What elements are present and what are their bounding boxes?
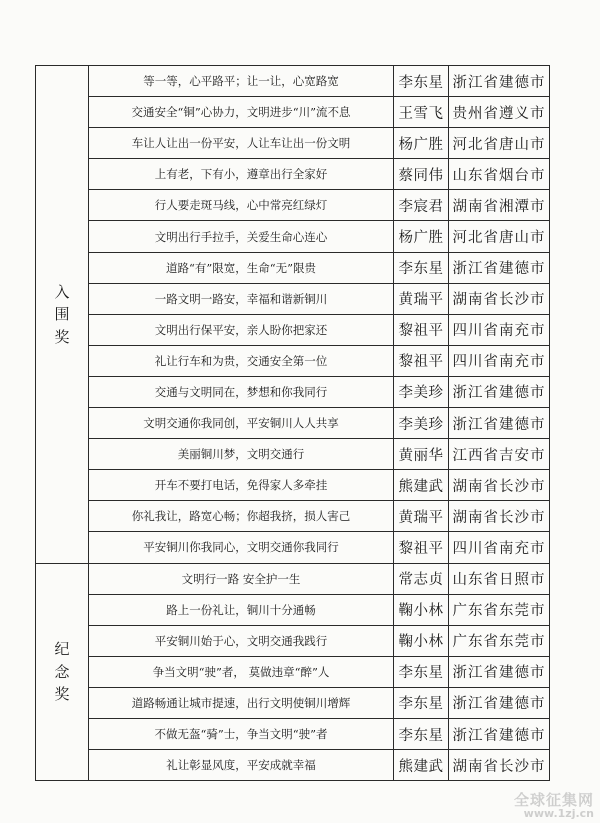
author-name-cell: 黎祖平 (394, 532, 449, 563)
location-cell: 浙江省建德市 (449, 687, 550, 718)
author-name-cell: 李东星 (394, 718, 449, 749)
author-name-cell: 李东星 (394, 252, 449, 283)
table-row (36, 594, 550, 625)
table-row (36, 687, 550, 718)
author-name-cell: 常志贞 (394, 563, 449, 594)
table-row (36, 314, 550, 345)
slogan-cell: 你礼我让，路宽心畅；你超我挤，损人害己 (89, 501, 394, 532)
award-category-cell (36, 563, 89, 781)
location-cell: 山东省烟台市 (449, 159, 550, 190)
table-row (36, 470, 550, 501)
slogan-cell: 一路文明一路安，幸福和谐新铜川 (89, 283, 394, 314)
award-category-label: 入围奖 (54, 282, 70, 346)
location-cell: 浙江省建德市 (449, 252, 550, 283)
author-name-cell: 鞠小林 (394, 625, 449, 656)
slogan-cell: 礼让行车和为贵，交通安全第一位 (89, 345, 394, 376)
location-cell: 湖南省长沙市 (449, 501, 550, 532)
table-row (36, 718, 550, 749)
slogan-cell: 上有老，下有小，遵章出行全家好 (89, 159, 394, 190)
slogan-cell: 文明交通你我同创，平安铜川人人共享 (89, 408, 394, 439)
table-row (36, 190, 550, 221)
author-name-cell: 蔡同伟 (394, 159, 449, 190)
table-row (36, 439, 550, 470)
table-row (36, 221, 550, 252)
location-cell: 四川省南充市 (449, 314, 550, 345)
table-row (36, 159, 550, 190)
author-name-cell: 黎祖平 (394, 345, 449, 376)
author-name-cell: 李美珍 (394, 376, 449, 407)
slogan-cell: 等一等，心平路平；让一让，心宽路宽 (89, 66, 394, 97)
slogan-cell: 道路畅通让城市提速，出行文明使铜川增辉 (89, 687, 394, 718)
slogan-cell: 美丽铜川梦，文明交通行 (89, 439, 394, 470)
location-cell: 湖南省湘潭市 (449, 190, 550, 221)
slogan-cell: 争当文明“驶”者， 莫做违章“醉”人 (89, 656, 394, 687)
table-row (36, 625, 550, 656)
awards-table-body (36, 66, 550, 781)
slogan-cell: 路上一份礼让，铜川十分通畅 (89, 594, 394, 625)
location-cell: 浙江省建德市 (449, 66, 550, 97)
location-cell: 河北省唐山市 (449, 221, 550, 252)
slogan-cell: 礼让彰显风度，平安成就幸福 (89, 750, 394, 781)
location-cell: 广东省东莞市 (449, 625, 550, 656)
author-name-cell: 李东星 (394, 687, 449, 718)
watermark (513, 790, 594, 821)
author-name-cell: 李美珍 (394, 408, 449, 439)
watermark-text: 全球征集网 (513, 790, 594, 809)
location-cell: 广东省东莞市 (449, 594, 550, 625)
table-row (36, 750, 550, 781)
awards-table (35, 65, 550, 781)
location-cell: 湖南省长沙市 (449, 750, 550, 781)
location-cell: 四川省南充市 (449, 532, 550, 563)
location-cell: 湖南省长沙市 (449, 470, 550, 501)
author-name-cell: 杨广胜 (394, 221, 449, 252)
table-row (36, 345, 550, 376)
author-name-cell: 杨广胜 (394, 128, 449, 159)
author-name-cell: 王雪飞 (394, 97, 449, 128)
author-name-cell: 李东星 (394, 656, 449, 687)
location-cell: 浙江省建德市 (449, 718, 550, 749)
location-cell: 山东省日照市 (449, 563, 550, 594)
slogan-cell: 交通安全“铜”心协力，文明进步“川”流不息 (89, 97, 394, 128)
location-cell: 浙江省建德市 (449, 656, 550, 687)
slogan-cell: 车让人让出一份平安，人让车让出一份文明 (89, 128, 394, 159)
author-name-cell: 熊建武 (394, 470, 449, 501)
table-row (36, 97, 550, 128)
slogan-cell: 文明出行保平安，亲人盼你把家还 (89, 314, 394, 345)
location-cell: 浙江省建德市 (449, 376, 550, 407)
slogan-cell: 开车不要打电话，免得家人多牵挂 (89, 470, 394, 501)
slogan-cell: 文明出行手拉手，关爱生命心连心 (89, 221, 394, 252)
author-name-cell: 李东星 (394, 66, 449, 97)
table-row (36, 501, 550, 532)
slogan-cell: 平安铜川始于心，文明交通我践行 (89, 625, 394, 656)
table-row (36, 66, 550, 97)
table-row (36, 283, 550, 314)
table-row (36, 376, 550, 407)
author-name-cell: 鞠小林 (394, 594, 449, 625)
watermark-url: www.1zj.cn (523, 807, 594, 821)
author-name-cell: 李宸君 (394, 190, 449, 221)
table-row (36, 128, 550, 159)
slogan-cell: 文明行一路 安全护一生 (89, 563, 394, 594)
author-name-cell: 熊建武 (394, 750, 449, 781)
author-name-cell: 黄瑞平 (394, 283, 449, 314)
table-row (36, 408, 550, 439)
author-name-cell: 黎祖平 (394, 314, 449, 345)
location-cell: 江西省吉安市 (449, 439, 550, 470)
slogan-cell: 平安铜川你我同心，文明交通你我同行 (89, 532, 394, 563)
slogan-cell: 行人要走斑马线，心中常亮红绿灯 (89, 190, 394, 221)
table-row (36, 532, 550, 563)
author-name-cell: 黄丽华 (394, 439, 449, 470)
award-category-label: 纪念奖 (54, 640, 70, 704)
slogan-cell: 交通与文明同在，梦想和你我同行 (89, 376, 394, 407)
location-cell: 四川省南充市 (449, 345, 550, 376)
slogan-cell: 道路“有”限宽，生命“无”限贵 (89, 252, 394, 283)
award-category-cell (36, 66, 89, 564)
location-cell: 湖南省长沙市 (449, 283, 550, 314)
location-cell: 浙江省建德市 (449, 408, 550, 439)
location-cell: 河北省唐山市 (449, 128, 550, 159)
author-name-cell: 黄瑞平 (394, 501, 449, 532)
table-row (36, 656, 550, 687)
table-row (36, 252, 550, 283)
location-cell: 贵州省遵义市 (449, 97, 550, 128)
slogan-cell: 不做无盔“骑”士，争当文明“驶”者 (89, 718, 394, 749)
table-row (36, 563, 550, 594)
